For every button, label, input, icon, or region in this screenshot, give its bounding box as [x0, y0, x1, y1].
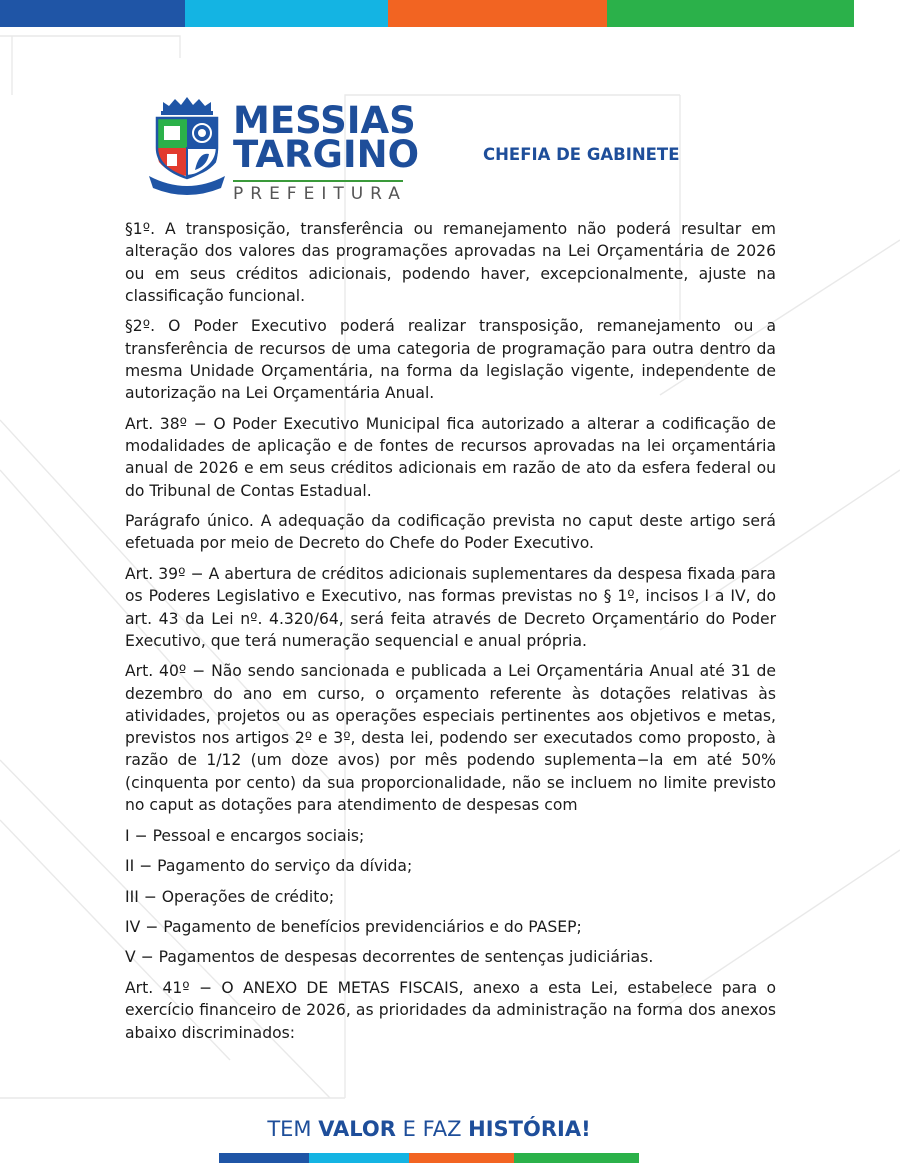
list-item: I − Pessoal e encargos sociais; — [125, 826, 365, 845]
document-body — [125, 218, 776, 1052]
slogan-emphasis: VALOR — [318, 1117, 396, 1141]
slogan-emphasis: HISTÓRIA! — [468, 1117, 591, 1141]
letterhead — [143, 96, 703, 204]
band-green — [607, 0, 854, 27]
band-cyan — [185, 0, 388, 27]
band-blue — [0, 0, 185, 27]
list-item: II − Pagamento do serviço da dívida; — [125, 857, 413, 876]
list-item: III − Operações de crédito; — [125, 887, 335, 906]
paragraph: Art. 39º − A abertura de créditos adicionais suplementares da despesa fixada para os Poderes Legislativo e Executivo, nas formas previstas no § 1º, incisos I a IV, do art. 43 da Lei nº. 4.320/64, será feita através de Decreto Orçamentário do Poder Executivo, que terá numeração sequencial e anual própria. — [125, 564, 776, 650]
footer-slogan — [0, 1117, 858, 1141]
band-green — [514, 1153, 639, 1163]
band-cyan — [309, 1153, 409, 1163]
paragraph: Parágrafo único. A adequação da codificação prevista no caput deste artigo será efetuada por meio de Decreto do Chefe do Poder Executivo. — [125, 512, 776, 553]
band-orange — [409, 1153, 514, 1163]
top-color-band — [0, 0, 900, 27]
paragraph: Art. 41º − O ANEXO DE METAS FISCAIS, anexo a esta Lei, estabelece para o exercício financeiro de 2026, as prioridades da administração na forma dos anexos abaixo discriminados: — [125, 978, 776, 1042]
paragraph: §2º. O Poder Executivo poderá realizar transposição, remanejamento ou a transferência de recursos de uma categoria de programação para outra dentro da mesma Unidade Orçamentária, na forma da legislação vigente, independente de autorização na Lei Orçamentária Anual. — [125, 317, 776, 403]
brand-line-2: TARGINO — [233, 133, 420, 176]
slogan-part: E FAZ — [395, 1117, 469, 1141]
brand-line-1: MESSIAS — [233, 99, 416, 142]
paragraph: Art. 38º − O Poder Executivo Municipal fica autorizado a alterar a codificação de modalidades de aplicação e de fontes de recursos aprovadas na lei orçamentária anual de 2026 e em seus créditos adicionais em razão de ato da esfera federal ou do Tribunal de Contas Estadual. — [125, 414, 776, 500]
list-item: V − Pagamentos de despesas decorrentes de sentenças judiciárias. — [125, 948, 654, 967]
list-item: IV − Pagamento de benefícios previdenciários e do PASEP; — [125, 918, 582, 936]
bottom-color-band — [219, 1153, 639, 1163]
department-title: CHEFIA DE GABINETE — [483, 145, 680, 164]
brand-logotype — [233, 99, 420, 204]
brand-subtitle: PREFEITURA — [233, 180, 403, 204]
municipal-coat-of-arms-icon — [147, 96, 227, 196]
band-orange — [388, 0, 607, 27]
slogan-part: TEM — [267, 1117, 319, 1141]
band-blue — [219, 1153, 309, 1163]
paragraph: Art. 40º − Não sendo sancionada e publicada a Lei Orçamentária Anual até 31 de dezembro do ano em curso, o orçamento referente às dotações relativas às atividades, projetos ou as operações especiais pertinentes aos objetivos e metas, previstos nos artigos 2º e 3º, desta lei, podendo ser executados como proposto, à razão de 1/12 (um doze avos) por mês podendo suplementa−la em até 50% (cinquenta por cento) da sua proporcionalidade, não se incluem no limite previsto no caput as dotações para atendimento de despesas com — [125, 662, 776, 815]
paragraph: §1º. A transposição, transferência ou remanejamento não poderá resultar em alteração dos valores das programações aprovadas na Lei Orçamentária de 2026 ou em seus créditos adicionais, podendo haver, excepcionalmente, ajuste na classificação funcional. — [125, 220, 776, 305]
